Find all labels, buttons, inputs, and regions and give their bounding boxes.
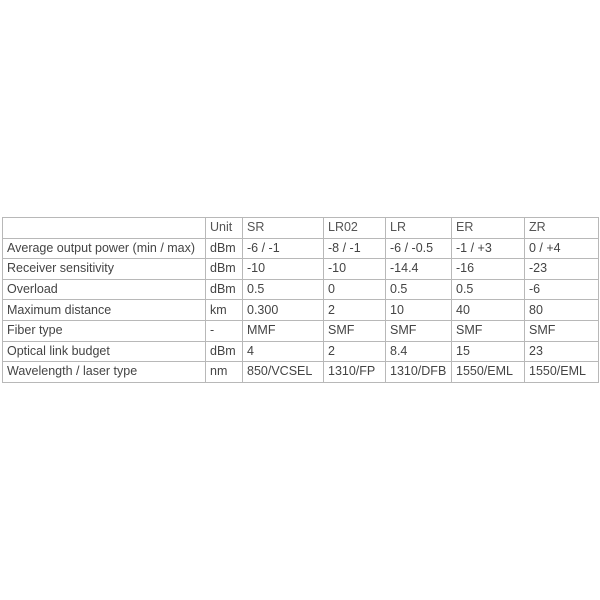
row-label: Optical link budget [3, 341, 206, 362]
value-cell-sr: MMF [243, 320, 324, 341]
header-cell-unit: Unit [206, 218, 243, 239]
value-cell-zr: SMF [525, 320, 599, 341]
value-cell-zr: 0 / +4 [525, 238, 599, 259]
value-cell-er: -1 / +3 [452, 238, 525, 259]
value-cell-lr02: -10 [324, 259, 386, 280]
header-cell-sr: SR [243, 218, 324, 239]
header-cell-blank [3, 218, 206, 239]
value-cell-er: 40 [452, 300, 525, 321]
value-cell-lr02: 2 [324, 300, 386, 321]
unit-cell: dBm [206, 238, 243, 259]
value-cell-zr: 1550/EML [525, 362, 599, 383]
row-label: Maximum distance [3, 300, 206, 321]
unit-cell: dBm [206, 259, 243, 280]
value-cell-er: 1550/EML [452, 362, 525, 383]
unit-cell: nm [206, 362, 243, 383]
value-cell-sr: 850/VCSEL [243, 362, 324, 383]
value-cell-lr02: 0 [324, 279, 386, 300]
value-cell-lr: 8.4 [386, 341, 452, 362]
value-cell-lr: 1310/DFB [386, 362, 452, 383]
value-cell-sr: -6 / -1 [243, 238, 324, 259]
value-cell-lr: SMF [386, 320, 452, 341]
table-header-row [3, 218, 599, 239]
row-label: Receiver sensitivity [3, 259, 206, 280]
value-cell-lr: -6 / -0.5 [386, 238, 452, 259]
value-cell-lr02: 2 [324, 341, 386, 362]
value-cell-sr: 0.5 [243, 279, 324, 300]
header-cell-zr: ZR [525, 218, 599, 239]
value-cell-zr: -23 [525, 259, 599, 280]
value-cell-lr02: -8 / -1 [324, 238, 386, 259]
header-cell-er: ER [452, 218, 525, 239]
header-cell-lr: LR [386, 218, 452, 239]
value-cell-sr: 0.300 [243, 300, 324, 321]
row-label: Average output power (min / max) [3, 238, 206, 259]
value-cell-sr: -10 [243, 259, 324, 280]
value-cell-zr: 80 [525, 300, 599, 321]
value-cell-lr: 0.5 [386, 279, 452, 300]
value-cell-lr: 10 [386, 300, 452, 321]
unit-cell: dBm [206, 279, 243, 300]
value-cell-er: SMF [452, 320, 525, 341]
value-cell-zr: 23 [525, 341, 599, 362]
unit-cell: - [206, 320, 243, 341]
value-cell-er: -16 [452, 259, 525, 280]
table-row-optical-link-budget [3, 341, 599, 362]
table-row-receiver-sensitivity [3, 259, 599, 280]
value-cell-lr02: 1310/FP [324, 362, 386, 383]
value-cell-er: 15 [452, 341, 525, 362]
optics-spec-table [2, 217, 599, 383]
table-row-average-output-power [3, 238, 599, 259]
row-label: Wavelength / laser type [3, 362, 206, 383]
table-row-overload [3, 279, 599, 300]
row-label: Fiber type [3, 320, 206, 341]
table-row-wavelength-laser-type [3, 362, 599, 383]
value-cell-zr: -6 [525, 279, 599, 300]
row-label: Overload [3, 279, 206, 300]
unit-cell: dBm [206, 341, 243, 362]
table-row-fiber-type [3, 320, 599, 341]
value-cell-lr02: SMF [324, 320, 386, 341]
header-cell-lr02: LR02 [324, 218, 386, 239]
value-cell-sr: 4 [243, 341, 324, 362]
table-row-maximum-distance [3, 300, 599, 321]
value-cell-er: 0.5 [452, 279, 525, 300]
value-cell-lr: -14.4 [386, 259, 452, 280]
unit-cell: km [206, 300, 243, 321]
